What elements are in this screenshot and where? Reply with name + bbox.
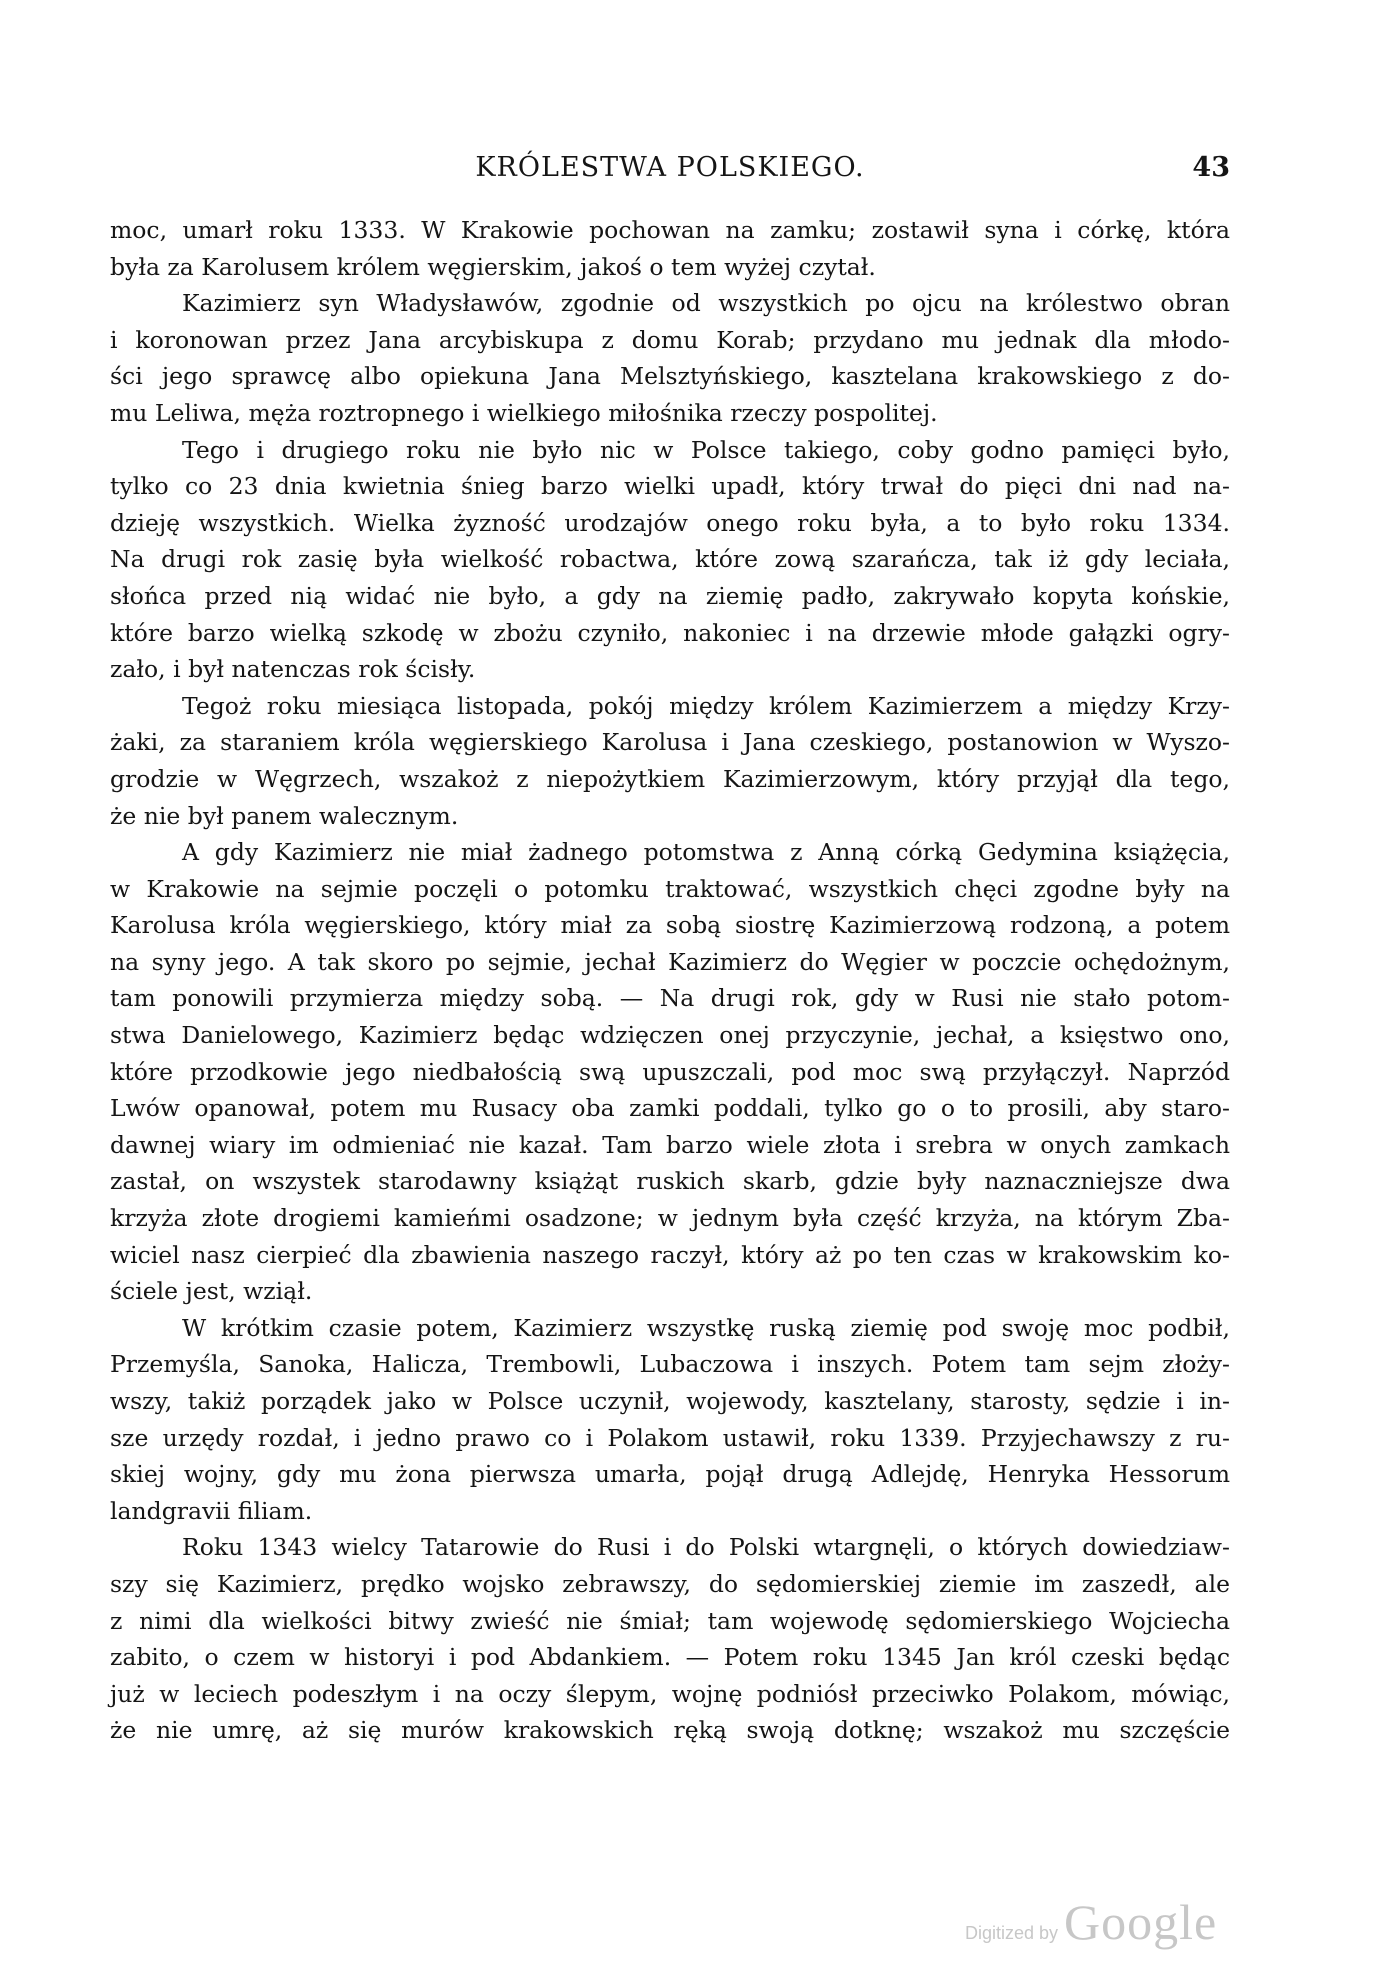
text-line: Roku 1343 wielcy Tatarowie do Rusi i do Polski wtargnęli, o których dowiedziaw- bbox=[182, 1533, 1230, 1562]
text-line: grodzie w Węgrzech, wszakoż z niepożytkiem Kazimierzowym, który przyjął dla tego, bbox=[110, 764, 1230, 793]
text-line: Na drugi rok zasię była wielkość robactwa, które zową szarańcza, tak iż gdy leciała, bbox=[110, 545, 1230, 574]
text-line: Tego i drugiego roku nie było nic w Polsce takiego, coby godno pamięci było, bbox=[182, 435, 1230, 464]
text-line: krzyża złote drogiemi kamieńmi osadzone; w jednym była część krzyża, na którym Zba- bbox=[110, 1204, 1230, 1233]
text-line: już w leciech podeszłym i na oczy ślepym, wojnę podniósł przeciwko Polakom, mówiąc, bbox=[110, 1679, 1230, 1708]
page-number: 43 bbox=[1192, 152, 1230, 183]
text-line: moc, umarł roku 1333. W Krakowie pochowan na zamku; zostawił syna i córkę, która bbox=[110, 216, 1230, 244]
text-line: szy się Kazimierz, prędko wojsko zebrawszy, do sędomierskiej ziemie im zaszedł, ale bbox=[110, 1569, 1230, 1598]
text-line: na syny jego. A tak skoro po sejmie, jechał Kazimierz do Węgier w poczcie ochędożnym, bbox=[110, 947, 1230, 976]
text-line: A gdy Kazimierz nie miał żadnego potomstwa z Anną córką Gedymina książęcia, bbox=[182, 838, 1230, 867]
text-line: W krótkim czasie potem, Kazimierz wszystkę ruską ziemię pod swoję moc podbił, bbox=[182, 1313, 1230, 1342]
text-line: dzieję wszystkich. Wielka żyzność urodzajów onego roku była, a to było roku 1334. bbox=[110, 508, 1230, 537]
text-line: z nimi dla wielkości bitwy zwieść nie śmiał; tam wojewodę sędomierskiego Wojciecha bbox=[110, 1606, 1230, 1635]
text-line: Przemyśla, Sanoka, Halicza, Trembowli, Lubaczowa i inszych. Potem tam sejm złoży- bbox=[110, 1350, 1230, 1379]
text-line: Kazimierz syn Władysławów, zgodnie od wszystkich po ojcu na królestwo obran bbox=[182, 289, 1230, 318]
body-text bbox=[110, 212, 1230, 1749]
text-line: wiciel nasz cierpieć dla zbawienia naszego raczył, który aż po ten czas w krakowskim ko- bbox=[110, 1240, 1230, 1269]
text-line: że nie był panem walecznym. bbox=[110, 801, 459, 830]
text-line: dawnej wiary im odmieniać nie kazał. Tam barzo wiele złota i srebra w onych zamkach bbox=[110, 1130, 1230, 1159]
text-line: wszy, takiż porządek jako w Polsce uczynił, wojewody, kasztelany, starosty, sędzie i in- bbox=[110, 1387, 1230, 1415]
text-line: żaki, za staraniem króla węgierskiego Karolusa i Jana czeskiego, postanowion w Wyszo- bbox=[110, 728, 1230, 757]
page-header bbox=[110, 152, 1230, 192]
google-logo: Google bbox=[1064, 1894, 1218, 1950]
digitized-label: Digitized by bbox=[965, 1923, 1059, 1943]
text-line: landgravii filiam. bbox=[110, 1496, 313, 1525]
text-line: słońca przed nią widać nie było, a gdy na ziemię padło, zakrywało kopyta końskie, bbox=[110, 581, 1230, 610]
text-line: stwa Danielowego, Kazimierz będąc wdzięczen onej przyczynie, jechał, a księstwo ono, bbox=[110, 1021, 1230, 1050]
text-line: ści jego sprawcę albo opiekuna Jana Melsztyńskiego, kasztelana krakowskiego z do- bbox=[110, 362, 1230, 391]
text-line: Tegoż roku miesiąca listopada, pokój między królem Kazimierzem a między Krzy- bbox=[182, 691, 1230, 720]
running-title: KRÓLESTWA POLSKIEGO. bbox=[475, 152, 865, 183]
text-line: Lwów opanował, potem mu Rusacy oba zamki poddali, tylko go o to prosili, aby staro- bbox=[110, 1094, 1230, 1123]
text-line: tylko co 23 dnia kwietnia śnieg barzo wielki upadł, który trwał do pięci dni nad na- bbox=[110, 472, 1230, 501]
text-line: i koronowan przez Jana arcybiskupa z domu Korab; przydano mu jednak dla młodo- bbox=[110, 325, 1230, 354]
text-line: skiej wojny, gdy mu żona pierwsza umarła, pojął drugą Adlejdę, Henryka Hessorum bbox=[110, 1460, 1230, 1489]
text-line: zastał, on wszystek starodawny książąt ruskich skarb, gdzie były naznaczniejsze dwa bbox=[110, 1167, 1230, 1196]
digitized-watermark bbox=[965, 1893, 1218, 1950]
text-line: była za Karolusem królem węgierskim, jakoś o tem wyżej czytał. bbox=[110, 252, 876, 281]
text-line: sze urzędy rozdał, i jedno prawo co i Polakom ustawił, roku 1339. Przyjechawszy z ru- bbox=[110, 1423, 1230, 1452]
text-line: mu Leliwa, męża roztropnego i wielkiego miłośnika rzeczy pospolitej. bbox=[110, 398, 938, 427]
text-line: w Krakowie na sejmie poczęli o potomku traktować, wszystkich chęci zgodne były na bbox=[110, 874, 1230, 903]
text-line: które barzo wielką szkodę w zbożu czyniło, nakoniec i na drzewie młode gałązki ogry- bbox=[110, 618, 1230, 647]
text-line: ściele jest, wziął. bbox=[110, 1277, 313, 1306]
text-line: tam ponowili przymierza między sobą. — Na drugi rok, gdy w Rusi nie stało potom- bbox=[110, 984, 1230, 1013]
text-line: zabito, o czem w historyi i pod Abdankiem. — Potem roku 1345 Jan król czeski będąc bbox=[110, 1643, 1230, 1672]
text-line: które przodkowie jego niedbałością swą upuszczali, pod moc swą przyłączył. Naprzód bbox=[110, 1057, 1230, 1086]
text-line: Karolusa króla węgierskiego, który miał za sobą siostrę Kazimierzową rodzoną, a potem bbox=[110, 911, 1230, 940]
text-line: że nie umrę, aż się murów krakowskich ręką swoją dotknę; wszakoż mu szczęście bbox=[110, 1716, 1230, 1745]
text-line: zało, i był natenczas rok ścisły. bbox=[110, 655, 476, 684]
